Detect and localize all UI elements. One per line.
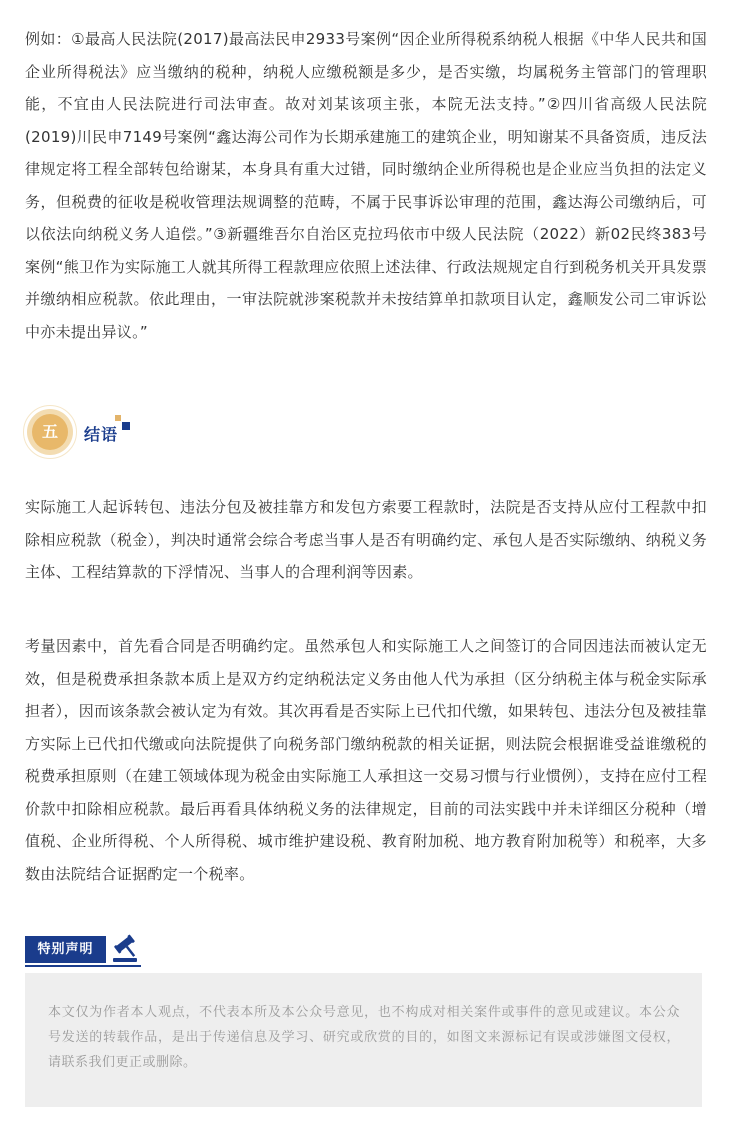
conclusion-paragraph-2: 考量因素中，首先看合同是否明确约定。虽然承包人和实际施工人之间签订的合同因违法而被认定无效，但是税费承担条款本质上是双方约定纳税法定义务由他人代为承担（区分纳税主体与税金实际承担者），因而该条款会被认定为有效。其次再看是否实际上已代扣代缴，如果转包、违法分包及被挂靠方实际上已代扣代缴或向法院提供了向税务部门缴纳税款的相关证据，则法院会根据谁受益谁缴税的税费承担原则（在建工领域体现为税金由实际施工人承担这一交易习惯与行业惯例），支持在应付工程价款中扣除相应税款。最后再看具体纳税义务的法律规定，目前的司法实践中并未详细区分税种（增值税、企业所得税、个人所得税、城市维护建设税、教育附加税、地方教育附加税等）和税率，大多数由法院结合证据酌定一个税率。	[25, 637, 707, 883]
conclusion-paragraph-1: 实际施工人起诉转包、违法分包及被挂靠方和发包方索要工程款时，法院是否支持从应付工程款中扣除相应税款（税金），判决时通常会综合考虑当事人是否有明确约定、承包人是否实际缴纳、纳税义务主体、工程结算款的下浮情况、当事人的合理利润等因素。	[25, 498, 707, 581]
section-number-badge	[27, 409, 73, 455]
gavel-icon	[109, 934, 143, 964]
decorative-square-blue	[122, 422, 130, 430]
section-heading	[27, 406, 227, 456]
disclaimer-text: 本文仅为作者本人观点，不代表本所及本公众号意见，也不构成对相关案件或事件的意见或建议。本公众号发送的转载作品，是出于传递信息及学习、研究或欣赏的目的，如图文来源标记有误或涉嫌图文侵权，请联系我们更正或删除。	[48, 1005, 680, 1070]
case-examples-paragraph: 例如：①最高人民法院(2017)最高法民申2933号案例“因企业所得税系纳税人根据《中华人民共和国企业所得税法》应当缴纳的税种，纳税人应缴税额是多少，是否实缴，均属税务主管部门的管理职能，不宜由人民法院进行司法审查。故对刘某该项主张，本院无法支持。”②四川省高级人民法院(2019)川民申7149号案例“鑫达海公司作为长期承建施工的建筑企业，明知谢某不具备资质，违反法律规定将工程全部转包给谢某，本身具有重大过错，同时缴纳企业所得税也是企业应当负担的法定义务，但税费的征收是税收管理法规调整的范畴，不属于民事诉讼审理的范围，鑫达海公司缴纳后，可以依法向纳税义务人追偿。”③新疆维吾尔自治区克拉玛依市中级人民法院（2022）新02民终383号案例“熊卫作为实际施工人就其所得工程款理应依照上述法律、行政法规规定自行到税务机关开具发票并缴纳相应税款。依此理由，一审法院就涉案税款并未按结算单扣款项目认定，鑫顺发公司二审诉讼中亦未提出异议。”	[25, 30, 707, 341]
section-number: 五	[32, 414, 68, 450]
section-title: 结语	[84, 425, 119, 444]
decorative-square-gold	[115, 415, 121, 421]
special-notice-underline	[25, 965, 141, 967]
special-notice-label: 特别声明	[25, 936, 106, 963]
disclaimer-box	[25, 973, 702, 1107]
special-notice-header	[25, 932, 143, 967]
